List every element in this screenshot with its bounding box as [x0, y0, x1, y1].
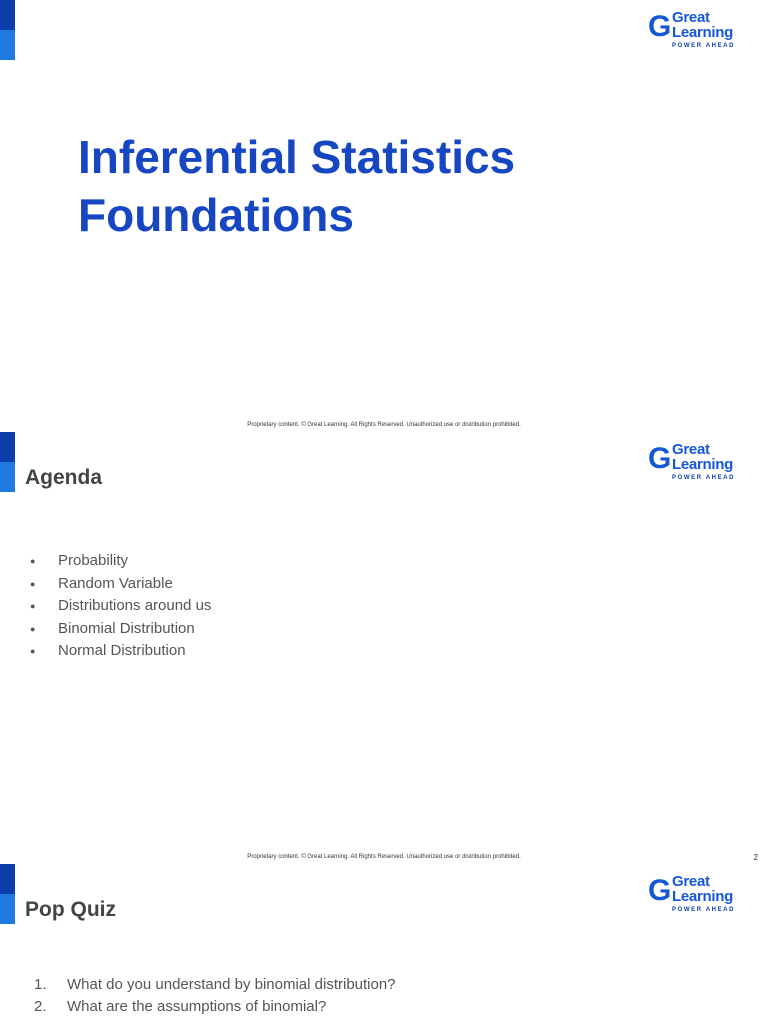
g-logo-icon: G [648, 874, 672, 907]
list-item: ● Normal Distribution [30, 640, 211, 663]
slide-title-text [78, 128, 515, 244]
quiz-list [34, 974, 396, 1018]
slide-accent-bar [0, 864, 15, 924]
copyright-footer: Proprietary content. © Great Learning. All Rights Reserved. Unauthorized use or distribution prohibited. [247, 422, 521, 428]
great-learning-logo: G Great Learning POWER AHEAD [648, 873, 736, 913]
agenda-list [30, 550, 211, 663]
agenda-heading: Agenda [25, 466, 103, 489]
list-item: 1. What do you understand by binomial distribution? [34, 976, 396, 993]
slide-title [0, 0, 768, 432]
pop-quiz-heading: Pop Quiz [25, 898, 116, 921]
great-learning-logo: G Great Learning POWER AHEAD [648, 441, 736, 481]
list-item: 2. What are the assumptions of binomial? [34, 998, 327, 1015]
slide-accent-bar [0, 0, 15, 60]
list-item: ● Random Variable [30, 573, 211, 596]
great-learning-logo: G Great Learning POWER AHEAD [648, 9, 736, 49]
copyright-footer: Proprietary content. © Great Learning. All Rights Reserved. Unauthorized use or distribution prohibited. [247, 854, 521, 860]
page-number: 2 [753, 853, 758, 862]
list-item: ● Probability [30, 550, 211, 573]
g-logo-icon: G [648, 10, 672, 43]
list-item: ● Binomial Distribution [30, 618, 211, 641]
slide-pop-quiz [0, 864, 768, 1024]
title-line: Foundations [78, 189, 354, 241]
slide-agenda [0, 432, 768, 864]
g-logo-icon: G [648, 442, 672, 475]
title-line: Inferential Statistics [78, 131, 516, 183]
slide-accent-bar [0, 432, 15, 492]
list-item: ● Distributions around us [30, 595, 211, 618]
